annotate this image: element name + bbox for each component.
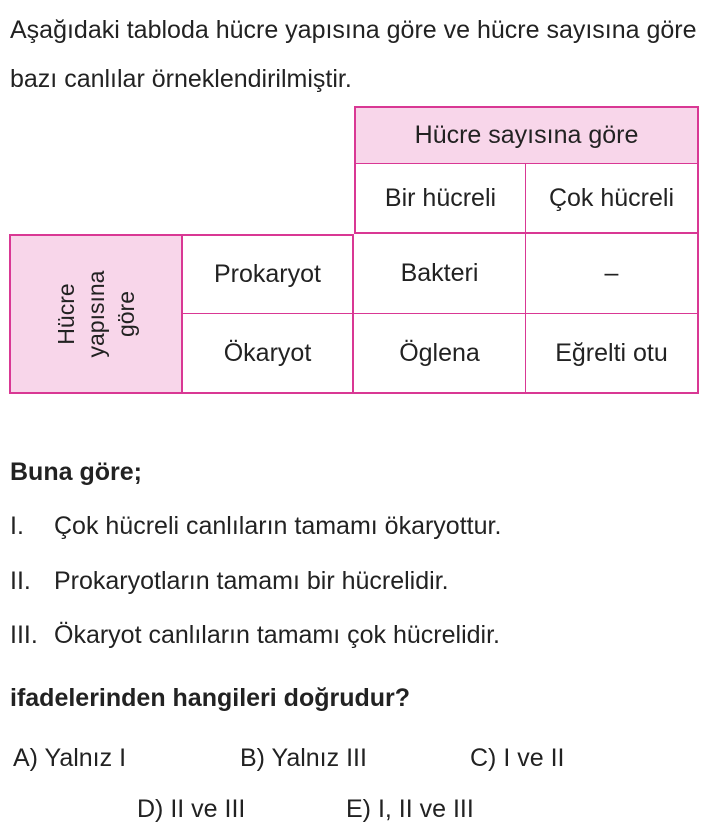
- option-label: A): [13, 744, 38, 772]
- option-text: I, II ve III: [377, 795, 474, 823]
- statement-3: [10, 621, 500, 650]
- option-e[interactable]: [346, 795, 474, 824]
- row-group-header-line: Hücre: [53, 283, 79, 345]
- option-text: I ve II: [503, 744, 565, 772]
- statement-1: [10, 512, 501, 541]
- column-header-single-cell: Bir hücreli: [354, 164, 526, 234]
- question-lead: Buna göre;: [10, 458, 142, 486]
- option-text: Yalnız III: [271, 744, 367, 772]
- question-intro: Aşağıdaki tabloda hücre yapısına göre ve hücre sayısına göre bazı canlılar örneklendirilmiştir.: [10, 16, 697, 93]
- statement-number: I.: [10, 512, 24, 540]
- statement-text: Prokaryotların tamamı bir hücrelidir.: [54, 567, 449, 595]
- row-group-header-line: yapısına: [83, 270, 109, 358]
- option-label: D): [137, 795, 164, 823]
- option-a[interactable]: [13, 744, 126, 773]
- option-b[interactable]: [240, 744, 367, 773]
- column-group-header: Hücre sayısına göre: [354, 106, 699, 164]
- column-header-multi-cell: Çok hücreli: [526, 164, 699, 234]
- statement-text: Ökaryot canlıların tamamı çok hücrelidir.: [54, 621, 500, 649]
- statement-number: II.: [10, 567, 31, 595]
- statement-text: Çok hücreli canlıların tamamı ökaryottur.: [54, 512, 502, 540]
- table-cell: Eğrelti otu: [526, 314, 699, 394]
- row-label-okaryot: Ökaryot: [183, 314, 354, 394]
- table-cell: –: [526, 234, 699, 314]
- statement-number: III.: [10, 621, 38, 649]
- question-prompt: ifadelerinden hangileri doğrudur?: [10, 684, 411, 712]
- statement-2: [10, 567, 449, 596]
- table-cell: Öglena: [354, 314, 526, 394]
- option-text: II ve III: [170, 795, 246, 823]
- row-group-header: [9, 234, 183, 394]
- option-label: B): [240, 744, 265, 772]
- option-text: Yalnız I: [44, 744, 127, 772]
- option-label: E): [346, 795, 371, 823]
- option-label: C): [470, 744, 497, 772]
- row-label-prokaryot: Prokaryot: [183, 234, 354, 314]
- option-d[interactable]: [137, 795, 245, 824]
- option-c[interactable]: [470, 744, 564, 773]
- row-group-header-line: göre: [113, 290, 139, 338]
- table-cell: Bakteri: [354, 234, 526, 314]
